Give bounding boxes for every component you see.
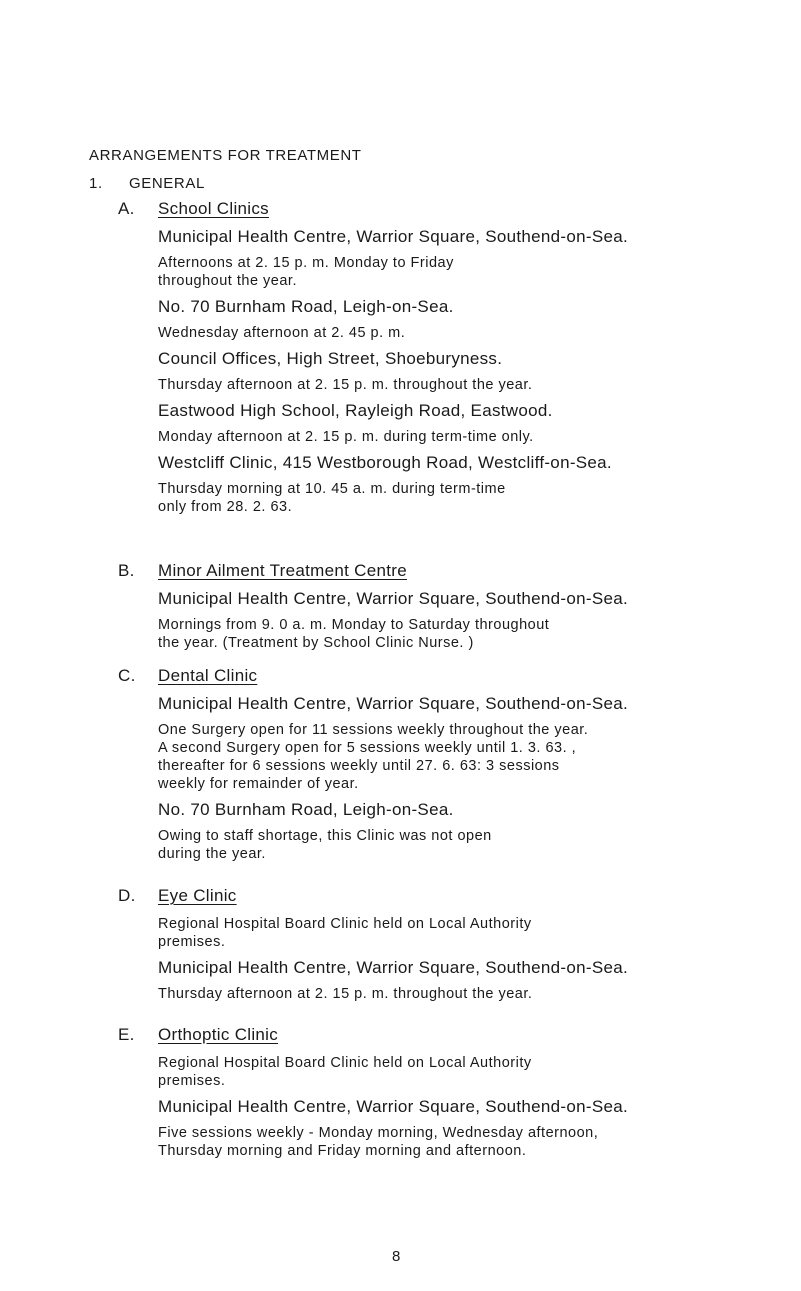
clinic-location: No. 70 Burnham Road, Leigh-on-Sea. bbox=[158, 800, 454, 819]
schedule-line: only from 28. 2. 63. bbox=[158, 499, 293, 515]
schedule-line: Afternoons at 2. 15 p. m. Monday to Friday bbox=[158, 255, 454, 271]
clinic-location: Eastwood High School, Rayleigh Road, Eastwood. bbox=[158, 401, 553, 420]
clinic-schedule bbox=[158, 376, 718, 394]
clinic-location: Westcliff Clinic, 415 Westborough Road, Westcliff-on-Sea. bbox=[158, 453, 612, 472]
schedule-line: Owing to staff shortage, this Clinic was not open bbox=[158, 828, 492, 844]
section-school-clinics bbox=[118, 196, 778, 522]
section-heading bbox=[118, 196, 778, 222]
clinic-location: Municipal Health Centre, Warrior Square, Southend-on-Sea. bbox=[158, 227, 629, 246]
general-number: 1. bbox=[89, 175, 103, 192]
schedule-line: throughout the year. bbox=[158, 273, 297, 289]
section-heading bbox=[118, 1022, 778, 1048]
schedule-line: One Surgery open for 11 sessions weekly throughout the year. bbox=[158, 722, 589, 738]
section-heading bbox=[118, 663, 778, 689]
schedule-line: Thursday afternoon at 2. 15 p. m. throughout the year. bbox=[158, 377, 533, 393]
clinic-schedule bbox=[158, 827, 718, 863]
schedule-line: Wednesday afternoon at 2. 45 p. m. bbox=[158, 325, 406, 341]
clinic-location: Council Offices, High Street, Shoeburyness. bbox=[158, 349, 503, 368]
general-heading bbox=[89, 175, 205, 192]
schedule-line: weekly for remainder of year. bbox=[158, 776, 359, 792]
clinic-description bbox=[158, 915, 718, 951]
clinic-description bbox=[158, 1054, 718, 1090]
description-line: Regional Hospital Board Clinic held on Local Authority bbox=[158, 1055, 532, 1071]
section-letter: B. bbox=[118, 561, 135, 580]
page-heading: ARRANGEMENTS FOR TREATMENT bbox=[89, 147, 362, 164]
schedule-line: thereafter for 6 sessions weekly until 27. 6. 63: 3 sessions bbox=[158, 758, 560, 774]
section-eye-clinic bbox=[118, 883, 778, 1009]
clinic-location: Municipal Health Centre, Warrior Square, Southend-on-Sea. bbox=[158, 694, 629, 713]
schedule-line: Thursday morning and Friday morning and afternoon. bbox=[158, 1143, 527, 1159]
clinic-location: Municipal Health Centre, Warrior Square, Southend-on-Sea. bbox=[158, 589, 629, 608]
clinic-location: Municipal Health Centre, Warrior Square, Southend-on-Sea. bbox=[158, 1097, 629, 1116]
general-label: GENERAL bbox=[129, 175, 205, 192]
section-letter: D. bbox=[118, 886, 136, 905]
description-line: premises. bbox=[158, 934, 226, 950]
clinic-schedule bbox=[158, 324, 718, 342]
section-dental-clinic bbox=[118, 663, 778, 869]
section-title: Orthoptic Clinic bbox=[158, 1025, 279, 1044]
clinic-schedule bbox=[158, 428, 718, 446]
clinic-schedule bbox=[158, 1124, 718, 1160]
section-minor-ailment bbox=[118, 558, 778, 658]
clinic-schedule bbox=[158, 721, 718, 793]
schedule-line: Five sessions weekly - Monday morning, Wednesday afternoon, bbox=[158, 1125, 599, 1141]
section-heading bbox=[118, 883, 778, 909]
schedule-line: Thursday afternoon at 2. 15 p. m. throughout the year. bbox=[158, 986, 533, 1002]
section-title: Minor Ailment Treatment Centre bbox=[158, 561, 407, 580]
section-title: Dental Clinic bbox=[158, 666, 258, 685]
schedule-line: during the year. bbox=[158, 846, 266, 862]
description-line: Regional Hospital Board Clinic held on Local Authority bbox=[158, 916, 532, 932]
clinic-location: Municipal Health Centre, Warrior Square, Southend-on-Sea. bbox=[158, 958, 629, 977]
section-heading bbox=[118, 558, 778, 584]
section-letter: E. bbox=[118, 1025, 135, 1044]
schedule-line: the year. (Treatment by School Clinic Nurse. ) bbox=[158, 635, 474, 651]
section-title: Eye Clinic bbox=[158, 886, 237, 905]
schedule-line: A second Surgery open for 5 sessions weekly until 1. 3. 63. , bbox=[158, 740, 577, 756]
section-title: School Clinics bbox=[158, 199, 269, 218]
schedule-line: Mornings from 9. 0 a. m. Monday to Saturday throughout bbox=[158, 617, 550, 633]
description-line: premises. bbox=[158, 1073, 226, 1089]
clinic-location: No. 70 Burnham Road, Leigh-on-Sea. bbox=[158, 297, 454, 316]
schedule-line: Thursday morning at 10. 45 a. m. during term-time bbox=[158, 481, 506, 497]
schedule-line: Monday afternoon at 2. 15 p. m. during term-time only. bbox=[158, 429, 534, 445]
clinic-schedule bbox=[158, 254, 718, 290]
page-number: 8 bbox=[392, 1248, 401, 1265]
section-orthoptic-clinic bbox=[118, 1022, 778, 1166]
clinic-schedule bbox=[158, 985, 718, 1003]
clinic-schedule bbox=[158, 616, 718, 652]
clinic-schedule bbox=[158, 480, 718, 516]
section-letter: A. bbox=[118, 199, 135, 218]
section-letter: C. bbox=[118, 666, 136, 685]
